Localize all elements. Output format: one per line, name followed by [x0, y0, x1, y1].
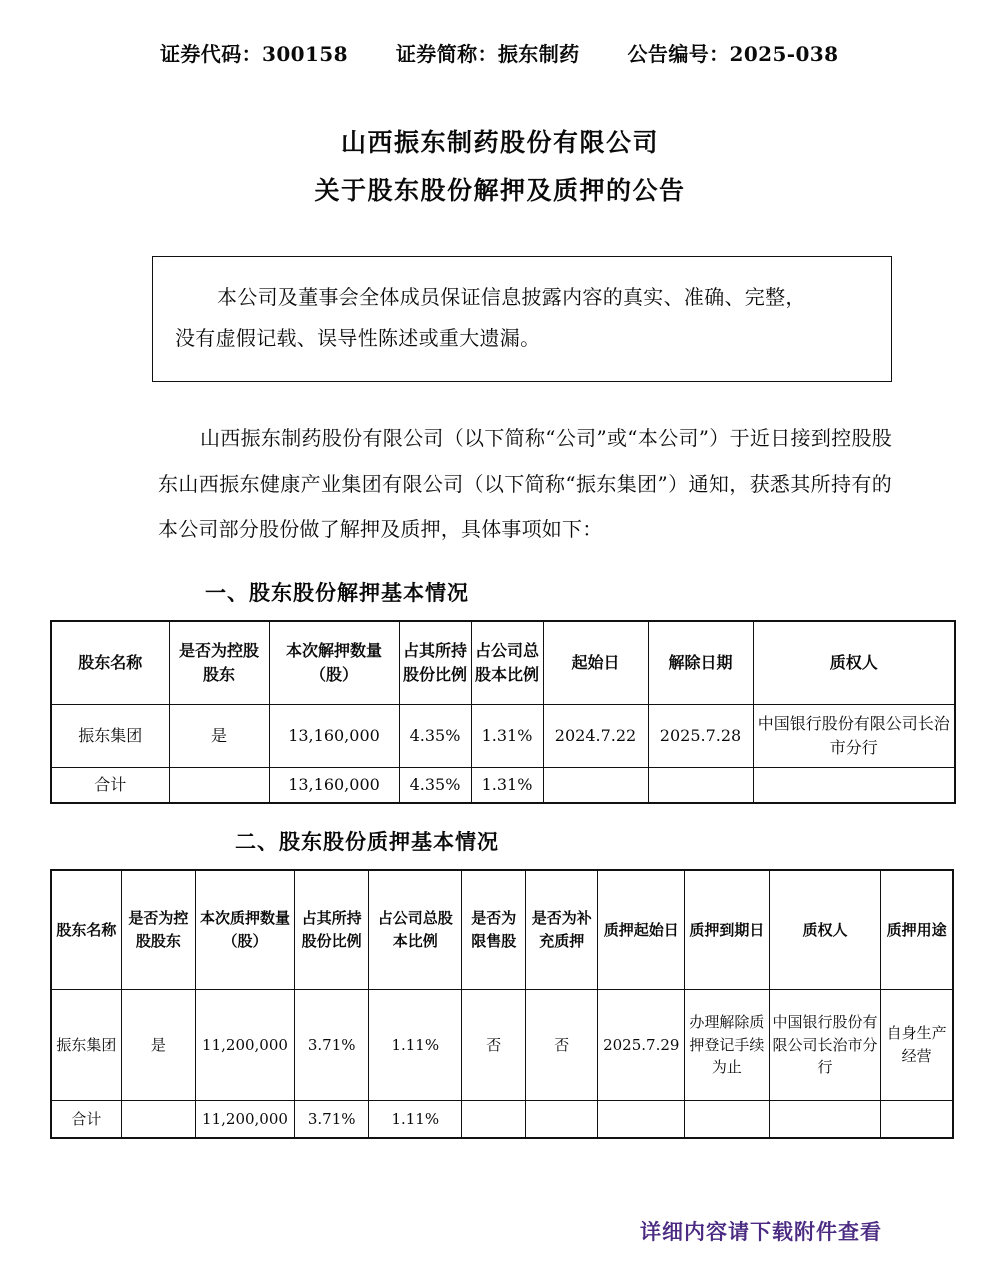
table-total-row — [51, 767, 955, 803]
cell-pledge-start-date: 2025.7.29 — [598, 989, 685, 1100]
th-pledgee: 质权人 — [769, 870, 880, 990]
th-start-date: 起始日 — [543, 621, 648, 705]
cell-pct-of-total: 1.31% — [471, 704, 543, 767]
cell-is-restricted: 否 — [462, 989, 526, 1100]
th-pledgee: 质权人 — [753, 621, 955, 705]
cell-pct-of-holding: 4.35% — [399, 704, 471, 767]
th-pledge-quantity: 本次质押数量（股） — [195, 870, 294, 990]
cell-pct-of-holding: 3.71% — [295, 989, 369, 1100]
th-is-restricted: 是否为限售股 — [462, 870, 526, 990]
disclaimer-box — [152, 256, 892, 382]
cell-pledgee: 中国银行股份有限公司长治市分行 — [753, 704, 955, 767]
cell-is-controlling: 是 — [169, 704, 269, 767]
th-is-supplementary: 是否为补充质押 — [526, 870, 598, 990]
th-pledge-start-date: 质押起始日 — [598, 870, 685, 990]
cell-pledge-quantity: 11,200,000 — [195, 989, 294, 1100]
security-name: 证券简称：振东制药 — [395, 42, 580, 66]
th-pct-of-holding: 占其所持股份比例 — [295, 870, 369, 990]
cell-total-is-controlling — [121, 1100, 195, 1138]
cell-total-pct-of-holding: 4.35% — [399, 767, 471, 803]
th-release-date: 解除日期 — [648, 621, 753, 705]
pledge-table — [50, 869, 954, 1139]
th-unpledge-quantity: 本次解押数量（股） — [269, 621, 399, 705]
document-header — [50, 0, 950, 67]
cell-total-label: 合计 — [51, 1100, 121, 1138]
cell-is-supplementary: 否 — [526, 989, 598, 1100]
cell-total-start-date — [543, 767, 648, 803]
th-is-controlling: 是否为控股股东 — [169, 621, 269, 705]
th-shareholder-name: 股东名称 — [51, 870, 121, 990]
cell-total-release-date — [648, 767, 753, 803]
cell-total-quantity: 11,200,000 — [195, 1100, 294, 1138]
cell-total-pledge-start-date — [598, 1100, 685, 1138]
attachment-download-note[interactable]: 详细内容请下载附件查看 — [640, 1219, 882, 1244]
unpledge-table-wrapper — [50, 620, 950, 804]
th-pledge-end-date: 质押到期日 — [685, 870, 770, 990]
th-pledge-purpose: 质押用途 — [881, 870, 953, 990]
announcement-number: 公告编号：2025-038 — [627, 42, 839, 66]
cell-total-quantity: 13,160,000 — [269, 767, 399, 803]
page-title — [50, 119, 950, 214]
cell-total-label: 合计 — [51, 767, 169, 803]
table-header-row — [51, 870, 953, 990]
cell-total-pledgee — [753, 767, 955, 803]
unpledge-table — [50, 620, 956, 804]
cell-pledgee: 中国银行股份有限公司长治市分行 — [769, 989, 880, 1100]
cell-total-is-supplementary — [526, 1100, 598, 1138]
disclaimer-line-1: 本公司及董事会全体成员保证信息披露内容的真实、准确、完整， — [217, 285, 806, 309]
body-paragraph: 山西振东制药股份有限公司（以下简称“公司”或“本公司”）于近日接到控股股东山西振东健康产业集团有限公司（以下简称“振东集团”）通知，获悉其所持有的本公司部分股份做了解押及质押，具体事项如下： — [158, 426, 892, 542]
cell-start-date: 2024.7.22 — [543, 704, 648, 767]
th-pct-of-total: 占公司总股本比例 — [471, 621, 543, 705]
pledge-table-wrapper — [50, 869, 950, 1139]
section-heading-pledge: 二、股东股份质押基本情况 — [235, 828, 499, 854]
title-line-subject: 关于股东股份解押及质押的公告 — [314, 175, 686, 205]
th-pct-of-total: 占公司总股本比例 — [369, 870, 462, 990]
cell-total-pct-of-total: 1.31% — [471, 767, 543, 803]
cell-total-pledge-end-date — [685, 1100, 770, 1138]
cell-pct-of-total: 1.11% — [369, 989, 462, 1100]
table-row — [51, 989, 953, 1100]
cell-pledge-purpose: 自身生产经营 — [881, 989, 953, 1100]
cell-total-pct-of-holding: 3.71% — [295, 1100, 369, 1138]
cell-shareholder-name: 振东集团 — [51, 989, 121, 1100]
cell-pledge-end-date: 办理解除质押登记手续为止 — [685, 989, 770, 1100]
cell-shareholder-name: 振东集团 — [51, 704, 169, 767]
cell-total-pledgee — [769, 1100, 880, 1138]
table-row — [51, 704, 955, 767]
cell-total-is-restricted — [462, 1100, 526, 1138]
th-shareholder-name: 股东名称 — [51, 621, 169, 705]
cell-total-is-controlling — [169, 767, 269, 803]
security-code: 证券代码：300158 — [160, 42, 348, 66]
cell-unpledge-quantity: 13,160,000 — [269, 704, 399, 767]
cell-total-pledge-purpose — [881, 1100, 953, 1138]
th-pct-of-holding: 占其所持股份比例 — [399, 621, 471, 705]
cell-is-controlling: 是 — [121, 989, 195, 1100]
cell-release-date: 2025.7.28 — [648, 704, 753, 767]
table-total-row — [51, 1100, 953, 1138]
cell-total-pct-of-total: 1.11% — [369, 1100, 462, 1138]
table-header-row — [51, 621, 955, 705]
title-line-company: 山西振东制药股份有限公司 — [340, 128, 659, 157]
th-is-controlling: 是否为控股股东 — [121, 870, 195, 990]
disclaimer-line-2: 没有虚假记载、误导性陈述或重大遗漏。 — [175, 326, 541, 350]
section-heading-unpledge: 一、股东股份解押基本情况 — [205, 579, 469, 605]
